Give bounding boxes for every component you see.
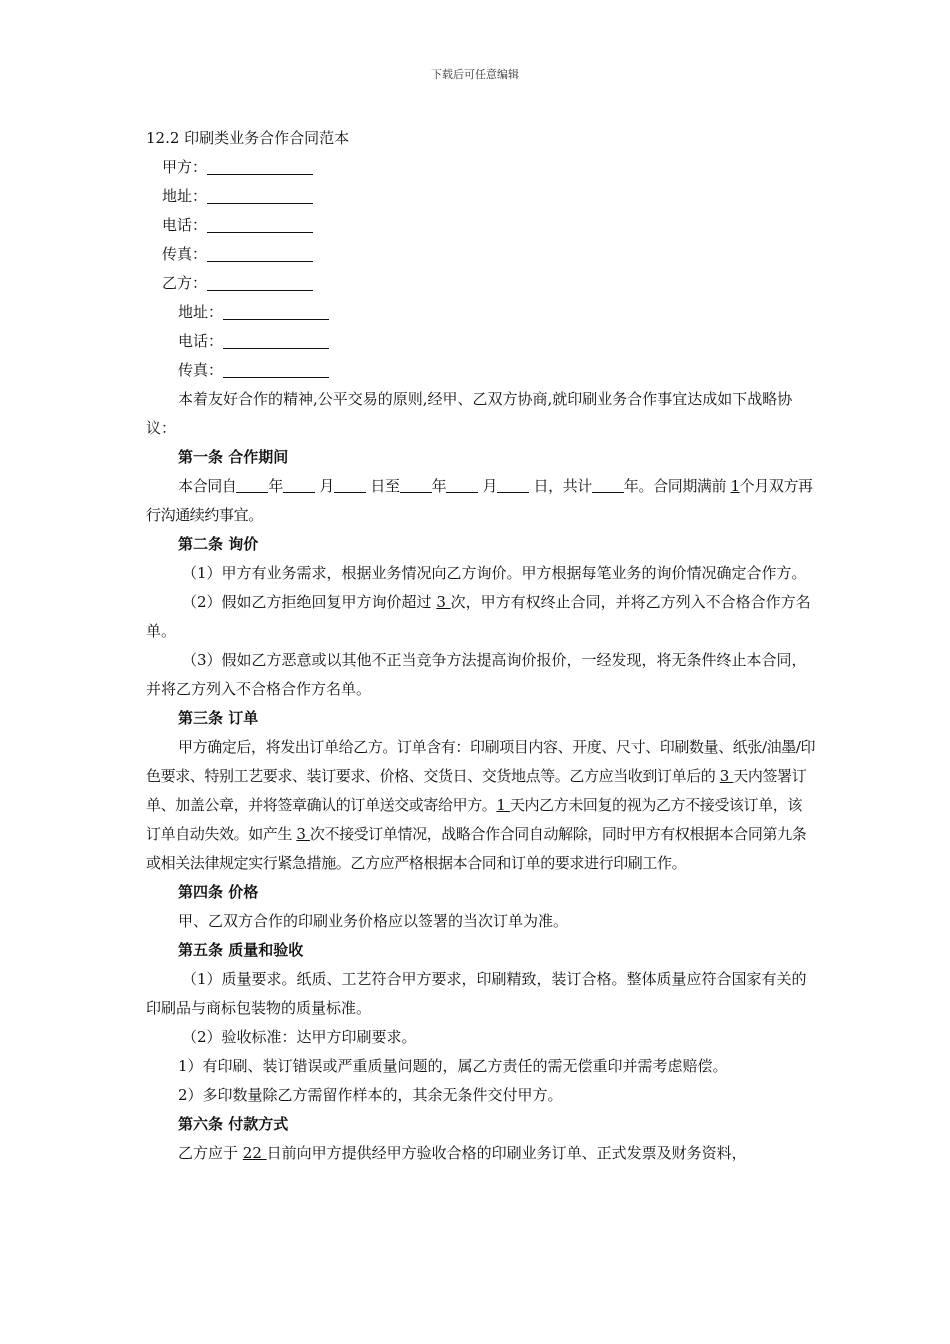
- fill-blank: [207, 272, 313, 291]
- text-run: 日前向甲方提供经甲方验收合格的印刷业务订单、正式发票及财务资料，: [266, 1144, 747, 1162]
- text-run: 年: [431, 477, 447, 495]
- field-label: 传真：: [162, 245, 208, 263]
- article-5-clause-2: （2）验收标准：达甲方印刷要求。: [182, 1028, 417, 1046]
- party-a-address-field: [146, 182, 816, 211]
- text-run: 日至: [365, 477, 400, 495]
- article-2-clause-1: （1）甲方有业务需求，根据业务情况向乙方询价。甲方根据每笔业务的询价情况确定合作方。: [182, 564, 807, 582]
- fill-blank: [446, 476, 478, 493]
- party-b-address-field: [146, 298, 816, 327]
- article-1-paragraph: [146, 472, 816, 530]
- article-3-paragraph: [146, 733, 816, 878]
- field-label: 电话：: [178, 332, 224, 350]
- fill-blank: [400, 476, 432, 493]
- page-header: 下载后可任意编辑: [431, 68, 519, 81]
- underlined-number: 3: [436, 593, 451, 611]
- article-5-item-1: 1）有印刷、装订错误或严重质量问题的，属乙方责任的需无偿重印并需考虑赔偿。: [178, 1057, 728, 1075]
- text-run: 天内乙方未回复的视为乙方不接受该订单，该订单自动失效。如产生: [146, 796, 802, 843]
- underlined-number: 1: [496, 796, 510, 814]
- text-run: 月: [315, 477, 334, 495]
- text-run: 乙方应于: [178, 1144, 243, 1162]
- text-run: 日，共计: [529, 477, 592, 495]
- fill-blank: [223, 330, 329, 349]
- party-b-fax-field: [146, 356, 816, 385]
- article-2-heading: 第二条 询价: [178, 535, 259, 553]
- article-5-clause-1: （1）质量要求。纸质、工艺符合甲方要求，印刷精致，装订合格。整体质量应符合国家有关的印刷品与商标包装物的质量标准。: [146, 970, 807, 1017]
- article-2-clause-2: [146, 588, 816, 646]
- article-2-clause-3: （3）假如乙方恶意或以其他不正当竞争方法提高询价报价，一经发现，将无条件终止本合同，并将乙方列入不合格合作方名单。: [146, 651, 807, 698]
- underlined-number: 1: [730, 477, 740, 495]
- fill-blank: [283, 476, 315, 493]
- party-b-phone-field: [146, 327, 816, 356]
- text-run: 天内签署订单、加盖公章，并将签章确认的订单送交或寄给甲方。: [146, 767, 807, 814]
- fill-blank: [223, 359, 329, 378]
- contract-body: [146, 124, 816, 1168]
- fill-blank: [207, 156, 313, 175]
- article-6-paragraph: [146, 1139, 816, 1168]
- text-run: 本合同自: [178, 477, 237, 495]
- article-6-heading: 第六条 付款方式: [178, 1115, 289, 1133]
- underlined-number: 3: [296, 825, 310, 843]
- underlined-number: 3: [719, 767, 734, 785]
- text-run: 次不接受订单情况，战略合作合同自动解除，同时甲方有权根据本合同第九条或相关法律规定实行紧急措施。乙方应严格根据本合同和订单的要求进行印刷工作。: [146, 825, 807, 872]
- fill-blank: [207, 243, 313, 262]
- text-run: 月: [478, 477, 498, 495]
- text-run: 年: [268, 477, 284, 495]
- party-a-phone-field: [146, 211, 816, 240]
- intro-paragraph: 本着友好合作的精神,公平交易的原则,经甲、乙双方协商,就印刷业务合作事宜达成如下战略协议：: [146, 390, 793, 437]
- text-run: 次，甲方有权终止合同，并将乙方列入不合格合作方名单。: [146, 593, 811, 640]
- fill-blank: [497, 476, 529, 493]
- fill-blank: [207, 214, 313, 233]
- field-label: 电话：: [162, 216, 208, 234]
- fill-blank: [334, 476, 366, 493]
- text-run: 个月双方再行沟通续约事宜。: [146, 477, 813, 524]
- fill-blank: [207, 185, 313, 204]
- fill-blank: [236, 476, 268, 493]
- text-run: 甲方确定后，将发出订单给乙方。订单含有：印刷项目内容、开度、尺寸、印刷数量、纸张/油墨/印色要求、特别工艺要求、装订要求、价格、交货日、交货地点等。乙方应当收到订单后的: [146, 738, 816, 785]
- field-label: 地址：: [178, 303, 224, 321]
- fill-blank: [223, 301, 329, 320]
- underlined-number: 22: [242, 1144, 267, 1162]
- party-b-name-field: [146, 269, 816, 298]
- article-3-heading: 第三条 订单: [178, 709, 259, 727]
- contract-title: 12.2 印刷类业务合作合同范本: [146, 129, 350, 147]
- party-a-name-field: [146, 153, 816, 182]
- article-4-paragraph: 甲、乙双方合作的印刷业务价格应以签署的当次订单为准。: [178, 912, 569, 930]
- party-a-fax-field: [146, 240, 816, 269]
- article-1-heading: 第一条 合作期间: [178, 448, 289, 466]
- field-label: 乙方：: [162, 274, 208, 292]
- article-5-heading: 第五条 质量和验收: [178, 941, 304, 959]
- text-run: （2）假如乙方拒绝回复甲方询价超过: [182, 593, 437, 611]
- article-5-item-2: 2）多印数量除乙方需留作样本的，其余无条件交付甲方。: [178, 1086, 563, 1104]
- text-run: 年。合同期满前: [623, 477, 731, 495]
- field-label: 地址：: [162, 187, 208, 205]
- field-label: 甲方：: [162, 158, 208, 176]
- article-4-heading: 第四条 价格: [178, 883, 259, 901]
- fill-blank: [592, 476, 624, 493]
- field-label: 传真：: [178, 361, 224, 379]
